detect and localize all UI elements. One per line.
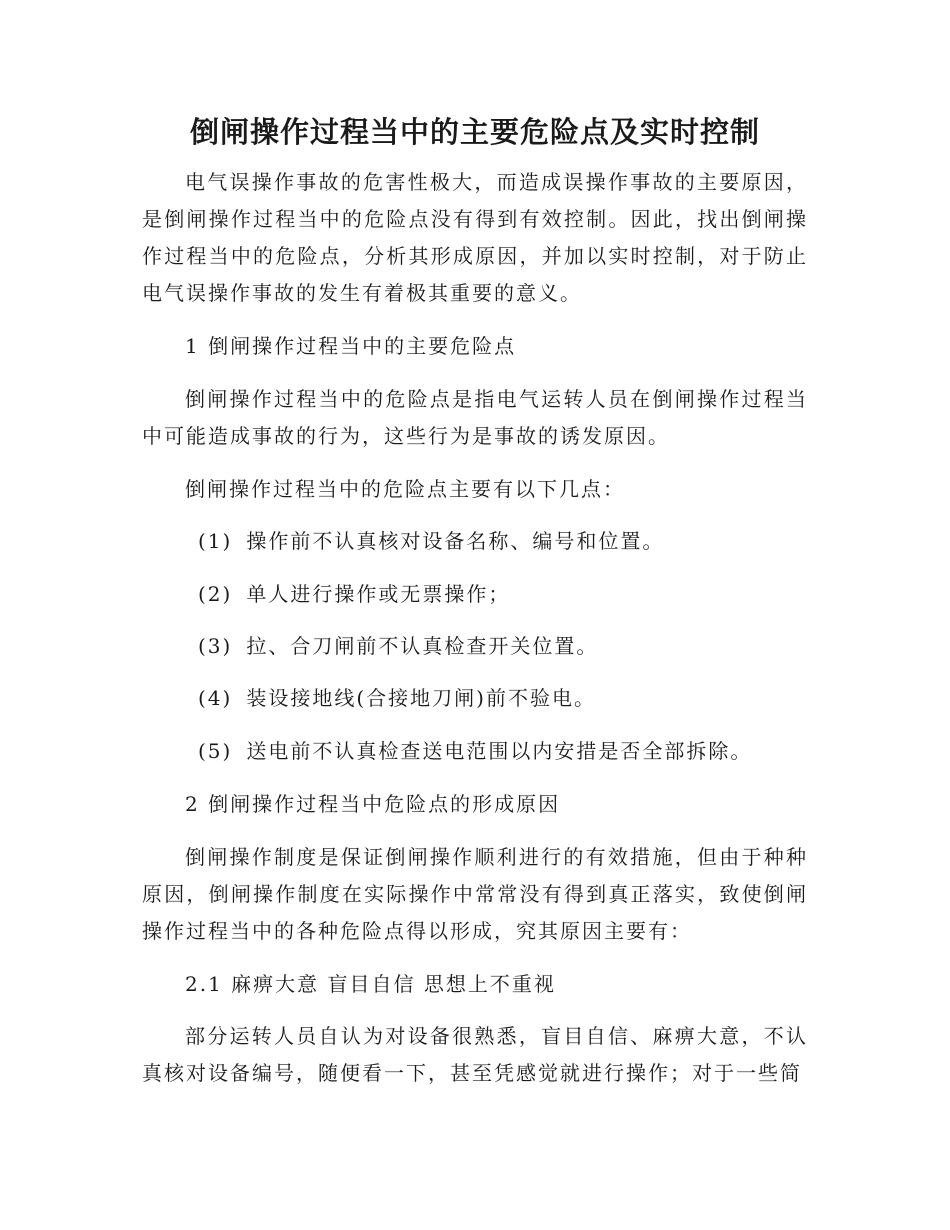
section-2-heading: 2 倒闸操作过程当中危险点的形成原因 — [185, 792, 561, 816]
section-1-paragraph-1: 倒闸操作过程当中的危险点是指电气运转人员在倒闸操作过程当中可能造成事故的行为，这些行为是事故的诱发原因。 — [142, 387, 808, 448]
list-item — [198, 628, 808, 665]
list-item — [198, 523, 808, 560]
document-title: 倒闸操作过程当中的主要危险点及实时控制 — [189, 115, 760, 149]
list-item-number: (2) — [198, 582, 233, 606]
section-2-1-heading: 2.1 麻痹大意 盲目自信 思想上不重视 — [185, 972, 556, 996]
list-item-text: 送电前不认真检查送电范围以内安措是否全部拆除。 — [246, 739, 753, 763]
list-item-number: (5) — [198, 739, 233, 763]
section-2-1-paragraph: 部分运转人员自认为对设备很熟悉，盲目自信、麻痹大意，不认真核对设备编号，随便看一下，甚至凭感觉就进行操作；对于一些简 — [142, 1024, 808, 1085]
list-item — [198, 576, 808, 613]
list-item-text: 拉、合刀闸前不认真检查开关位置。 — [246, 634, 599, 658]
section-2-paragraph-1: 倒闸操作制度是保证倒闸操作顺利进行的有效措施，但由于种种原因，倒闸操作制度在实际操作中常常没有得到真正落实，致使倒闸操作过程当中的各种危险点得以形成，究其原因主要有： — [142, 845, 808, 943]
section-1-paragraph-2: 倒闸操作过程当中的危险点主要有以下几点： — [185, 477, 625, 501]
list-item — [198, 680, 808, 717]
intro-paragraph: 电气误操作事故的危害性极大，而造成误操作事故的主要原因，是倒闸操作过程当中的危险点没有得到有效控制。因此，找出倒闸操作过程当中的危险点，分析其形成原因，并加以实时控制，对于防止电气误操作事故的发生有着极其重要的意义。 — [142, 170, 808, 305]
list-item-number: (1) — [198, 529, 233, 553]
list-item-text: 装设接地线(合接地刀闸)前不验电。 — [246, 686, 596, 710]
list-item-text: 单人进行操作或无票操作； — [246, 582, 511, 606]
list-item-number: (3) — [198, 634, 233, 658]
list-item-number: (4) — [198, 686, 233, 710]
list-item-text: 操作前不认真核对设备名称、编号和位置。 — [246, 529, 665, 553]
list-item — [198, 733, 808, 770]
section-1-heading: 1 倒闸操作过程当中的主要危险点 — [185, 334, 517, 358]
